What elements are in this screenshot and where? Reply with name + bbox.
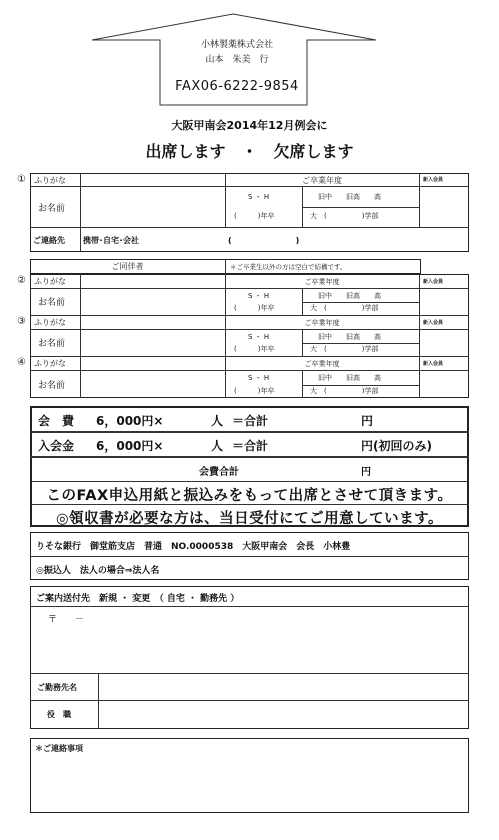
name-label: お名前	[38, 381, 66, 391]
era-select[interactable]: S ・ H	[248, 193, 270, 201]
furigana-label: ふりがな	[34, 359, 66, 368]
university-field[interactable]: 大 ( )学部	[310, 387, 379, 395]
old-school-select[interactable]: 旧中 旧高 高	[318, 374, 381, 382]
fee-total-label: ＝合計	[232, 414, 269, 428]
grad-year-header: ご卒業年度	[304, 319, 340, 327]
grad-year-field[interactable]: ( )年卒	[234, 387, 275, 395]
member-number: ②	[17, 275, 26, 286]
new-member-badge: 新入会員	[423, 279, 444, 285]
era-select[interactable]: S ・ H	[248, 333, 270, 341]
member-number: ③	[17, 316, 26, 327]
name-label: お名前	[38, 339, 66, 349]
notice-fax-payment: このFAX申込用紙と振込みをもって出席とさせて頂きます。	[46, 488, 453, 504]
workplace-label: ご勤務先名	[37, 683, 77, 692]
contact-type[interactable]: 携帯･自宅･会社	[83, 236, 139, 245]
entry-total-yen: 円(初回のみ)	[361, 439, 432, 453]
era-select[interactable]: S ・ H	[248, 374, 270, 382]
university-field[interactable]: 大 ( )学部	[310, 212, 379, 220]
grad-year-field[interactable]: ( )年卒	[234, 345, 275, 353]
entry-persons-unit: 人	[211, 439, 224, 453]
university-field[interactable]: 大 ( )学部	[310, 345, 379, 353]
notes-label: ＊ご連絡事項	[35, 744, 83, 753]
university-field[interactable]: 大 ( )学部	[310, 304, 379, 312]
grad-year-field[interactable]: ( )年卒	[234, 304, 275, 312]
member-number: ④	[17, 357, 26, 368]
mailing-box	[30, 586, 469, 729]
contact-field[interactable]: ( )	[228, 236, 300, 245]
grad-year-header: ご卒業年度	[304, 360, 340, 368]
new-member-badge: 新入会員	[423, 361, 444, 367]
attendance-choice: 出席します ・ 欠席します	[145, 142, 354, 161]
company-name: 小林製薬株式会社	[200, 40, 273, 50]
contact-label: ご連絡先	[33, 236, 65, 245]
furigana-label: ふりがな	[34, 318, 66, 327]
fee-persons-unit: 人	[211, 414, 224, 428]
fee-sum-label: 会費合計	[199, 467, 239, 478]
mailing-header[interactable]: ご案内送付先 新規 ・ 変更 （ 自宅 ・ 勤務先 ）	[36, 594, 240, 604]
companion-label: ご同伴者	[111, 262, 144, 271]
postal-code-field[interactable]: 〒 －	[48, 615, 85, 625]
recipient-name: 山本 朱美 行	[205, 55, 269, 65]
entry-fee-label: 入会金	[38, 439, 75, 453]
fee-sum-yen: 円	[361, 467, 371, 478]
notes-box[interactable]	[30, 738, 469, 813]
old-school-select[interactable]: 旧中 旧高 高	[318, 292, 381, 300]
furigana-label: ふりがな	[34, 176, 66, 185]
bank-account: りそな銀行 御堂筋支店 普通 NO.0000538 大阪甲南会 会長 小林豊	[36, 542, 351, 552]
name-label: お名前	[38, 298, 66, 308]
companion-note: ＊ご卒業生以外の方は空白で結構です。	[230, 263, 347, 271]
fee-label: 会 費	[38, 414, 75, 428]
member-number: ①	[17, 174, 26, 185]
fax-number: FAX06-6222-9854	[175, 79, 299, 94]
old-school-select[interactable]: 旧中 旧高 高	[318, 193, 381, 201]
notice-receipt: ◎領収書が必要な方は、当日受付にてご用意しています。	[56, 511, 443, 527]
furigana-label: ふりがな	[34, 277, 66, 286]
grad-year-header: ご卒業年度	[304, 278, 340, 286]
grad-year-header: ご卒業年度	[302, 176, 342, 185]
fee-amount: 6，000円×	[96, 414, 164, 428]
grad-year-field[interactable]: ( )年卒	[234, 212, 275, 220]
era-select[interactable]: S ・ H	[248, 292, 270, 300]
name-label: お名前	[38, 204, 66, 214]
new-member-badge: 新入会員	[423, 320, 444, 326]
meeting-title: 大阪甲南会2014年12月例会に	[171, 119, 328, 132]
entry-total-label: ＝合計	[232, 439, 269, 453]
new-member-badge: 新入会員	[423, 177, 444, 183]
old-school-select[interactable]: 旧中 旧高 高	[318, 333, 381, 341]
payer-note: ◎振込人 法人の場合⇒法人名	[36, 566, 160, 576]
fee-total-yen: 円	[361, 414, 374, 428]
entry-fee-amount: 6，000円×	[96, 439, 164, 453]
position-label: 役 職	[47, 710, 71, 719]
